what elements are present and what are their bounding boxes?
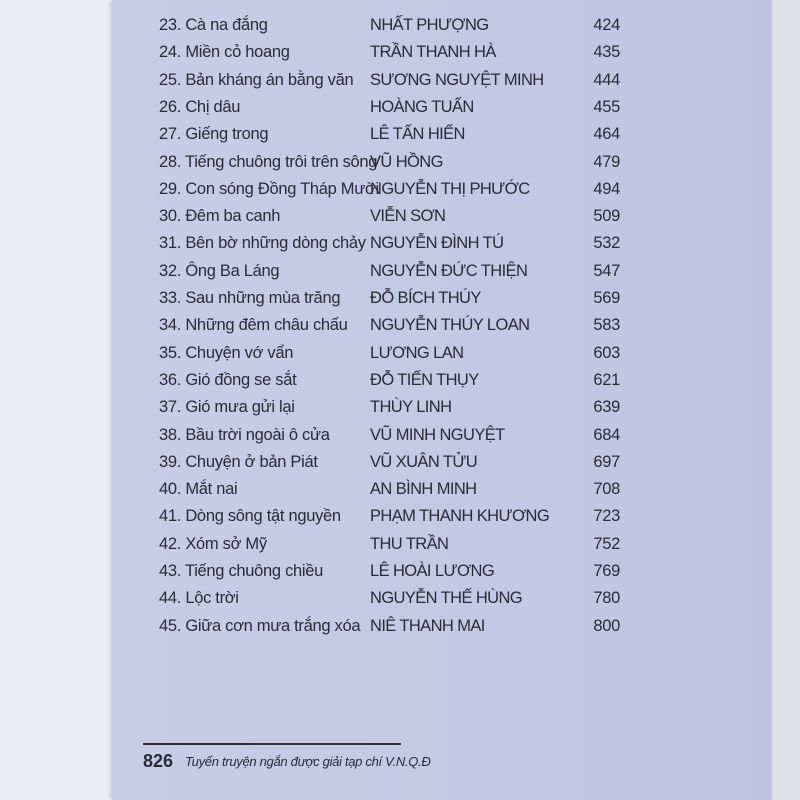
- entry-title: 26. Chị dâu: [159, 97, 241, 116]
- entry-author: NGUYỄN ĐÌNH TÚ: [370, 234, 504, 253]
- entry-page: 532: [593, 234, 620, 253]
- entry-page: 603: [593, 343, 620, 362]
- entry-author: PHẠM THANH KHƯƠNG: [370, 507, 550, 526]
- entry-author: VIỄN SƠN: [370, 207, 446, 226]
- entry-author: NGUYỄN ĐỨC THIỆN: [370, 261, 528, 280]
- entry-page: 752: [593, 534, 620, 553]
- entry-page: 780: [593, 589, 620, 608]
- entry-title: 31. Bên bờ những dòng chảy: [159, 234, 366, 253]
- footer-rule: [143, 743, 401, 745]
- entry-title: 32. Ông Ba Láng: [159, 261, 280, 280]
- entry-page: 435: [593, 43, 620, 62]
- entry-page: 639: [593, 398, 620, 417]
- toc-entry: [112, 617, 772, 641]
- entry-title: 35. Chuyện vớ vẩn: [159, 343, 294, 362]
- entry-page: 444: [593, 70, 620, 89]
- entry-author: ĐỖ BÍCH THÚY: [370, 289, 481, 307]
- entry-page: 464: [593, 125, 620, 144]
- entry-title: 29. Con sóng Đồng Tháp Mười: [159, 179, 379, 198]
- toc-entry: [112, 98, 772, 122]
- entry-title: 36. Gió đồng se sắt: [159, 370, 297, 389]
- entry-author: TRẦN THANH HÀ: [370, 43, 496, 62]
- entry-title: 27. Giếng trong: [159, 125, 269, 144]
- entry-author: VŨ HỒNG: [370, 152, 443, 171]
- toc-entry: [112, 480, 772, 504]
- entry-page: 708: [593, 480, 620, 499]
- entry-author: LÊ TẤN HIỂN: [370, 125, 465, 144]
- entry-page: 697: [593, 452, 620, 471]
- toc-entry: [112, 507, 772, 531]
- entry-page: 509: [593, 207, 620, 226]
- entry-title: 23. Cà na đắng: [159, 16, 268, 34]
- entry-author: VŨ XUÂN TỬU: [370, 452, 478, 471]
- entry-author: HOÀNG TUẤN: [370, 97, 474, 116]
- entry-title: 41. Dòng sông tật nguyền: [159, 507, 341, 526]
- entry-page: 547: [593, 261, 620, 280]
- toc-entry: [112, 262, 772, 286]
- toc-entry: [112, 344, 772, 368]
- entry-page: 583: [593, 316, 620, 335]
- toc-entry: [112, 398, 772, 422]
- entry-page: 424: [593, 16, 620, 34]
- entry-author: LÊ HOÀI LƯƠNG: [370, 562, 495, 580]
- toc-entry: [112, 43, 772, 67]
- entry-page: 494: [593, 179, 620, 198]
- toc-entry: [112, 289, 772, 313]
- entry-page: 479: [593, 152, 620, 171]
- entry-author: NGUYỄN THÚY LOAN: [370, 316, 530, 335]
- entry-author: THÙY LINH: [370, 398, 452, 417]
- entry-title: 38. Bầu trời ngoài ô cửa: [159, 425, 330, 444]
- toc-entry: [112, 589, 772, 613]
- book-page: [112, 0, 772, 800]
- entry-author: THU TRẦN: [370, 534, 449, 553]
- entry-title: 25. Bản kháng án bằng văn: [159, 70, 354, 89]
- toc-entry: [112, 371, 772, 395]
- entry-page: 569: [593, 289, 620, 307]
- toc-entry: [112, 207, 772, 231]
- toc-entry: [112, 125, 772, 149]
- entry-title: 39. Chuyện ở bản Piát: [159, 452, 318, 471]
- footer-page-number: 826: [143, 751, 174, 771]
- entry-title: 43. Tiếng chuông chiều: [159, 562, 324, 580]
- entry-title: 33. Sau những mùa trăng: [159, 289, 341, 307]
- toc-entry: [112, 71, 772, 95]
- entry-author: VŨ MINH NGUYỆT: [370, 425, 505, 444]
- footer-book-title: Tuyển truyện ngắn được giải tạp chí V.N.Q.Đ: [185, 754, 431, 769]
- toc-entry: [112, 562, 772, 586]
- entry-author: ĐỖ TIẾN THỤY: [370, 370, 479, 389]
- entry-page: 769: [593, 562, 620, 580]
- entry-author: NGUYỄN THỊ PHƯỚC: [370, 179, 530, 198]
- entry-title: 28. Tiếng chuông trôi trên sông: [159, 152, 378, 171]
- entry-title: 30. Đêm ba canh: [159, 207, 281, 226]
- entry-title: 37. Gió mưa gửi lại: [159, 398, 295, 417]
- toc-entry: [112, 316, 772, 340]
- entry-title: 24. Miền cỏ hoang: [159, 43, 290, 62]
- entry-page: 684: [593, 425, 620, 444]
- entry-title: 44. Lộc trời: [159, 589, 239, 608]
- entry-page: 723: [593, 507, 620, 526]
- toc-entry: [112, 426, 772, 450]
- entry-author: SƯƠNG NGUYỆT MINH: [370, 70, 544, 89]
- entry-title: 45. Giữa cơn mưa trắng xóa: [159, 616, 361, 635]
- entry-author: AN BÌNH MINH: [370, 480, 477, 499]
- toc-entry: [112, 234, 772, 258]
- toc-entry: [112, 180, 772, 204]
- entry-page: 455: [593, 97, 620, 116]
- entry-title: 34. Những đêm châu chấu: [159, 316, 348, 335]
- entry-title: 40. Mắt nai: [159, 480, 238, 499]
- toc-entry: [112, 535, 772, 559]
- entry-page: 621: [593, 370, 620, 389]
- entry-page: 800: [593, 616, 620, 635]
- entry-author: NIÊ THANH MAI: [370, 616, 485, 635]
- entry-title: 42. Xóm sở Mỹ: [159, 534, 267, 553]
- entry-author: LƯƠNG LAN: [370, 343, 464, 362]
- entry-author: NGUYỄN THẾ HÙNG: [370, 589, 523, 608]
- toc-entry: [112, 453, 772, 477]
- entry-author: NHẤT PHƯỢNG: [370, 16, 489, 34]
- toc-entry: [112, 153, 772, 177]
- toc-entry: [112, 16, 772, 40]
